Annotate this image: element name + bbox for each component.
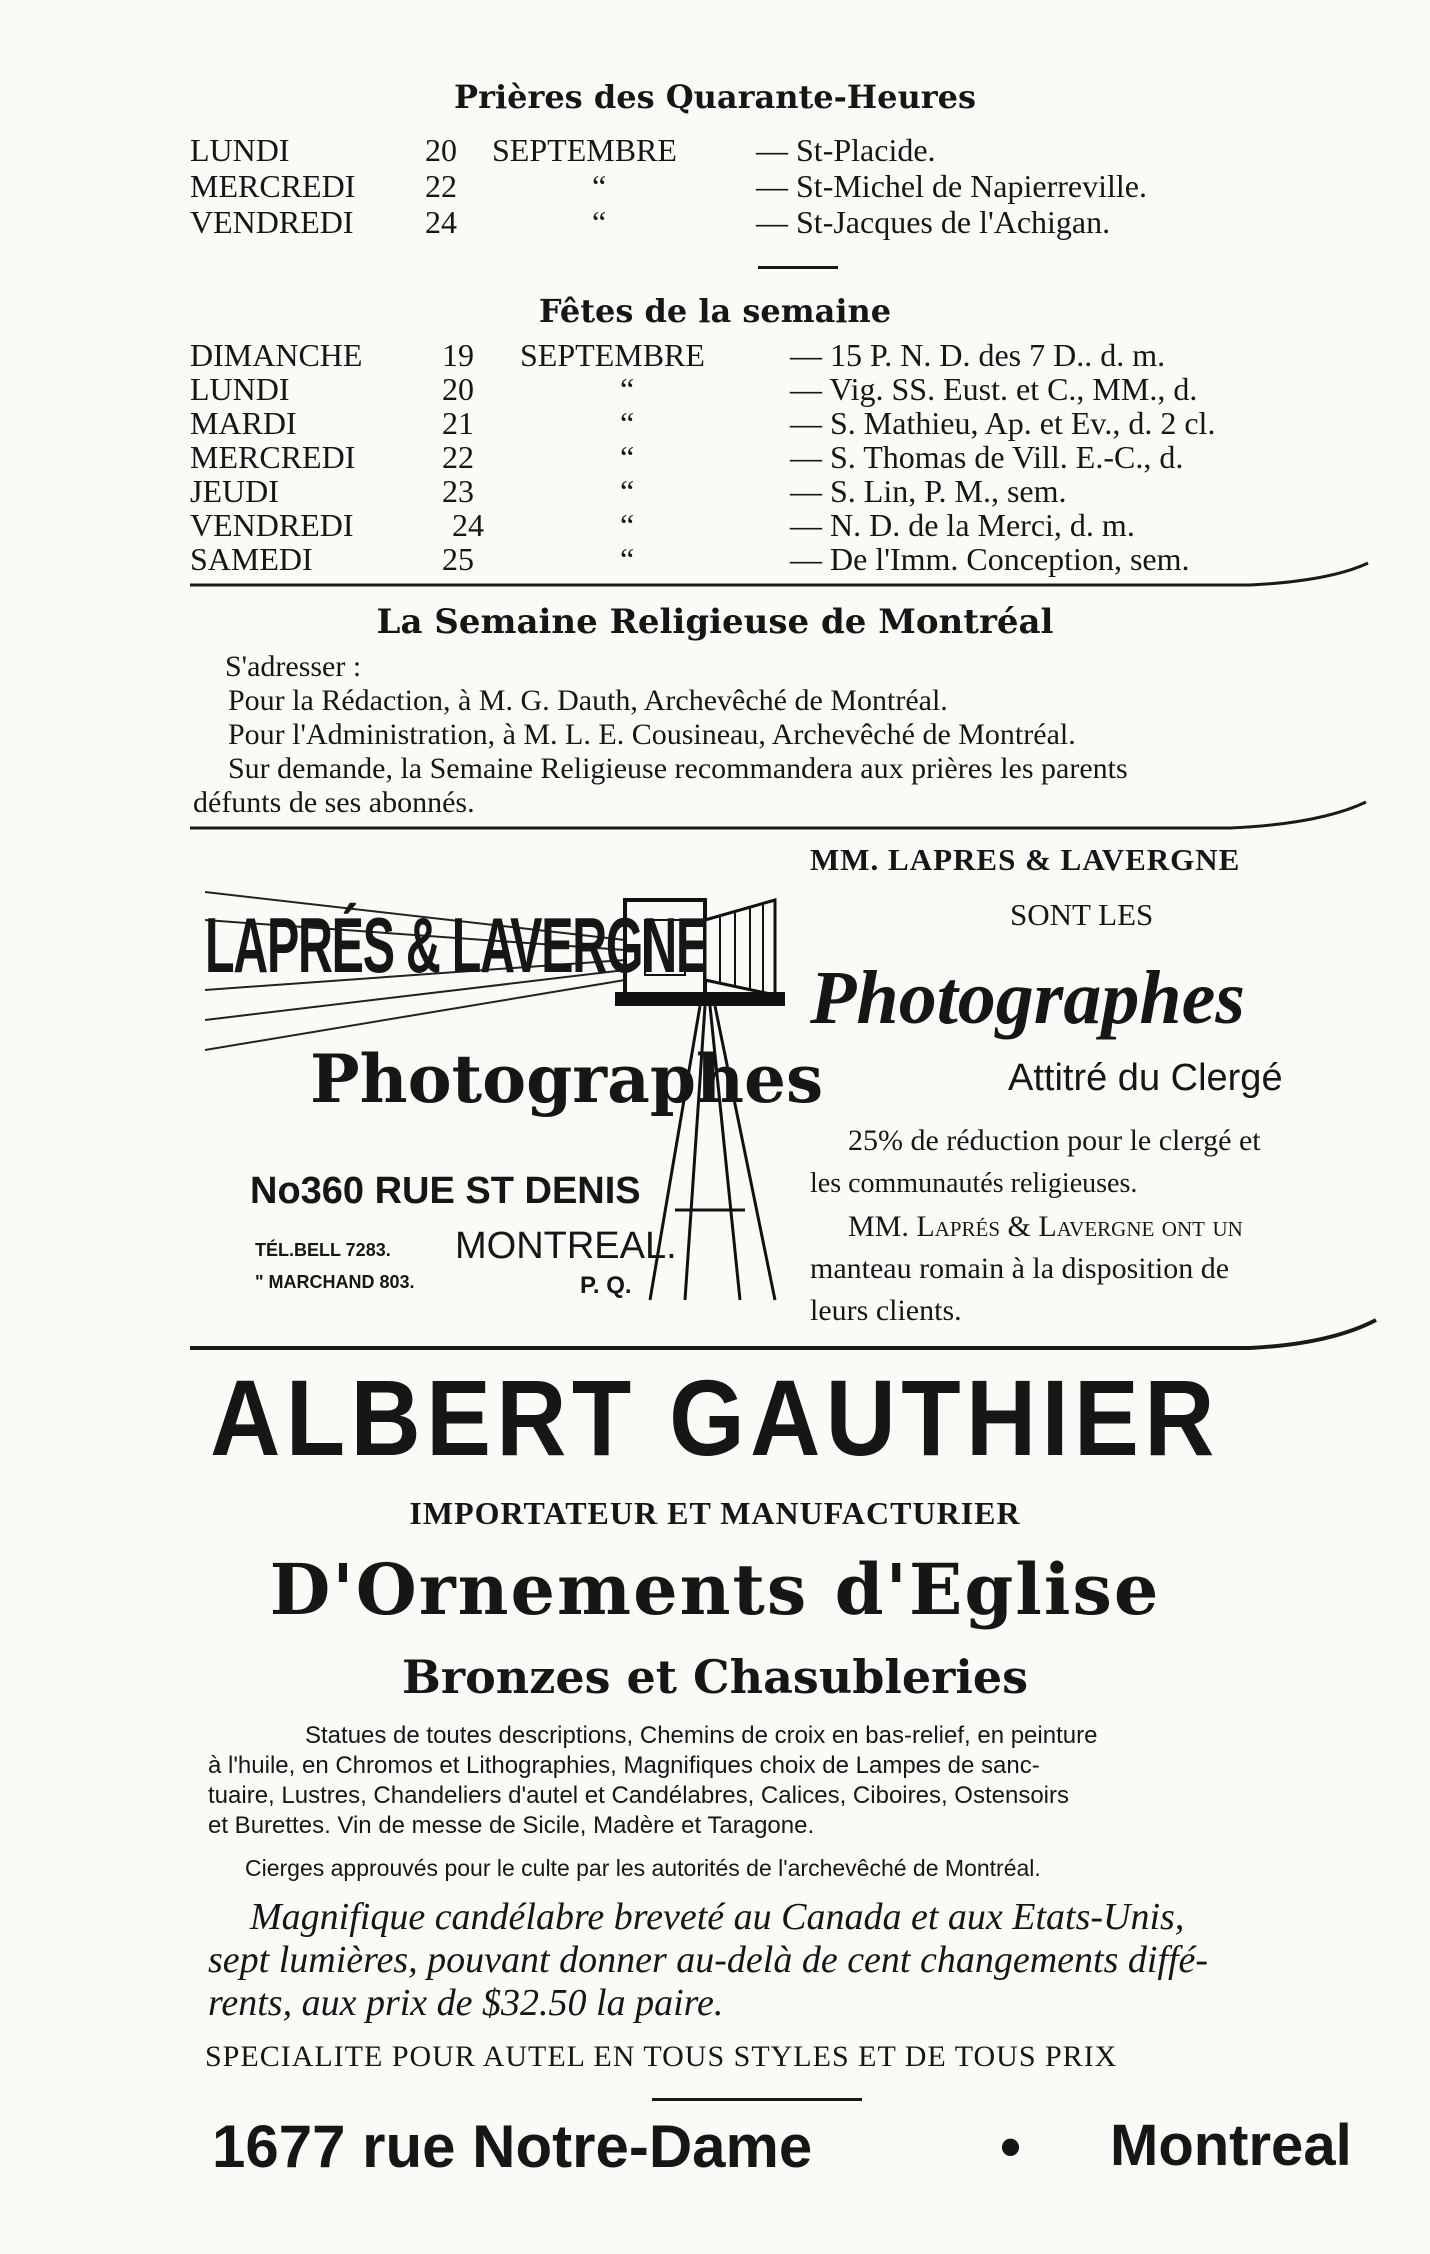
gauthier-desc-line: et Burettes. Vin de messe de Sicile, Madère et Taragone.: [208, 1812, 815, 1839]
num: 21: [442, 405, 474, 441]
lapres-attitre: Attitré du Clergé: [1008, 1057, 1283, 1099]
short-divider: [652, 2098, 862, 2101]
gauthier-italic-line: sept lumières, pouvant donner au-delà de cent changements diffé-: [208, 1939, 1209, 1981]
short-divider: [758, 266, 838, 269]
lapres-text-line: manteau romain à la disposition de: [810, 1252, 1230, 1285]
num: 25: [442, 541, 474, 577]
month: “: [620, 507, 635, 543]
day: LUNDI: [190, 371, 290, 407]
num: 24: [452, 507, 484, 543]
month: “: [620, 371, 635, 407]
num: 19: [442, 337, 474, 373]
day: MARDI: [190, 405, 297, 441]
gauthier-specialite: SPECIALITE POUR AUTEL EN TOUS STYLES ET DE TOUS PRIX: [205, 2040, 1118, 2073]
gauthier-subtitle: IMPORTATEUR ET MANUFACTURIER: [409, 1495, 1021, 1531]
gauthier-city: Montreal: [1110, 2113, 1352, 2178]
place: — St-Michel de Napierreville.: [756, 168, 1147, 204]
day: LUNDI: [190, 132, 290, 168]
num: 20: [425, 132, 457, 168]
lapres-text-line: 25% de réduction pour le clergé et: [848, 1124, 1261, 1157]
month: “: [592, 168, 607, 204]
gauthier-name: ALBERT GAUTHIER: [210, 1357, 1220, 1478]
logo-name: LAPRÉS & LAVERGNE: [205, 901, 707, 989]
feast: — 15 P. N. D. des 7 D.. d. m.: [790, 337, 1166, 373]
month: “: [620, 405, 635, 441]
lapres-photographes: Photographes: [810, 956, 1245, 1040]
semaine-line: Pour l'Administration, à M. L. E. Cousineau, Archevêché de Montréal.: [228, 718, 1076, 751]
semaine-line: défunts de ses abonnés.: [193, 786, 475, 819]
month: SEPTEMBRE: [492, 132, 677, 168]
divider-line: [190, 790, 1370, 840]
num: 22: [442, 439, 474, 475]
day: MERCREDI: [190, 439, 356, 475]
divider-line: [190, 1300, 1380, 1360]
place: — St-Placide.: [756, 132, 936, 168]
num: 23: [442, 473, 474, 509]
gauthier-address: 1677 rue Notre-Dame: [212, 2113, 813, 2180]
logo-province: P. Q.: [580, 1272, 632, 1299]
feast: — S. Mathieu, Ap. et Ev., d. 2 cl.: [790, 405, 1216, 441]
lapres-text-line: MM. Laprés & Lavergne ont un: [848, 1210, 1243, 1243]
gauthier-italic-line: Magnifique candélabre breveté au Canada et aux Etats-Unis,: [250, 1896, 1185, 1938]
num: 24: [425, 204, 457, 240]
day: VENDREDI: [190, 507, 354, 543]
semaine-line: Pour la Rédaction, à M. G. Dauth, Archevêché de Montréal.: [228, 684, 948, 717]
feast: — De l'Imm. Conception, sem.: [790, 541, 1190, 577]
logo-marchand: " MARCHAND 803.: [255, 1272, 415, 1292]
month: SEPTEMBRE: [520, 337, 705, 373]
feast: — N. D. de la Merci, d. m.: [790, 507, 1135, 543]
lapres-logo-artwork: [205, 880, 824, 1320]
lapres-text-line: leurs clients.: [810, 1294, 962, 1327]
num: 20: [442, 371, 474, 407]
month: “: [620, 439, 635, 475]
divider-line: [190, 555, 1370, 595]
logo-city: MONTREAL.: [455, 1225, 677, 1267]
gauthier-desc-line: à l'huile, en Chromos et Lithographies, Magnifiques choix de Lampes de sanc-: [208, 1752, 1040, 1779]
logo-sub: Photographes: [310, 1040, 824, 1118]
lapres-text-line: les communautés religieuses.: [810, 1168, 1138, 1199]
prieres-title: Prières des Quarante-Heures: [454, 78, 976, 116]
day: DIMANCHE: [190, 337, 363, 373]
feast: — S. Lin, P. M., sem.: [790, 473, 1067, 509]
semaine-line: S'adresser :: [225, 650, 362, 683]
feast: — Vig. SS. Eust. et C., MM., d.: [790, 371, 1198, 407]
gauthier-italic-line: rents, aux prix de $32.50 la paire.: [208, 1982, 724, 2024]
day: SAMEDI: [190, 541, 313, 577]
fetes-title: Fêtes de la semaine: [538, 292, 892, 330]
place: — St-Jacques de l'Achigan.: [756, 204, 1111, 240]
logo-tel: TÉL.BELL 7283.: [255, 1240, 391, 1260]
semaine-line: Sur demande, la Semaine Religieuse recommandera aux prières les parents: [228, 752, 1128, 785]
day: VENDREDI: [190, 204, 354, 240]
month: “: [592, 204, 607, 240]
gauthier-cierges: Cierges approuvés pour le culte par les autorités de l'archevêché de Montréal.: [245, 1855, 1041, 1881]
day: JEUDI: [190, 473, 279, 509]
lapres-heading: MM. LAPRES & LAVERGNE: [810, 842, 1241, 877]
gauthier-bullet: •: [1000, 2113, 1022, 2180]
gauthier-desc-line: tuaire, Lustres, Chandeliers d'autel et Candélabres, Calices, Ciboires, Ostensoirs: [208, 1782, 1069, 1809]
lapres-sont: SONT LES: [1010, 897, 1154, 932]
gauthier-bronzes: Bronzes et Chasubleries: [401, 1650, 1029, 1704]
logo-address: No360 RUE ST DENIS: [250, 1170, 641, 1212]
gauthier-ornements: D'Ornements d'Eglise: [269, 1548, 1161, 1631]
feast: — S. Thomas de Vill. E.-C., d.: [790, 439, 1184, 475]
month: “: [620, 473, 635, 509]
day: MERCREDI: [190, 168, 356, 204]
month: “: [620, 541, 635, 577]
semaine-title: La Semaine Religieuse de Montréal: [376, 602, 1054, 642]
num: 22: [425, 168, 457, 204]
gauthier-desc-line: Statues de toutes descriptions, Chemins de croix en bas-relief, en peinture: [305, 1722, 1098, 1749]
